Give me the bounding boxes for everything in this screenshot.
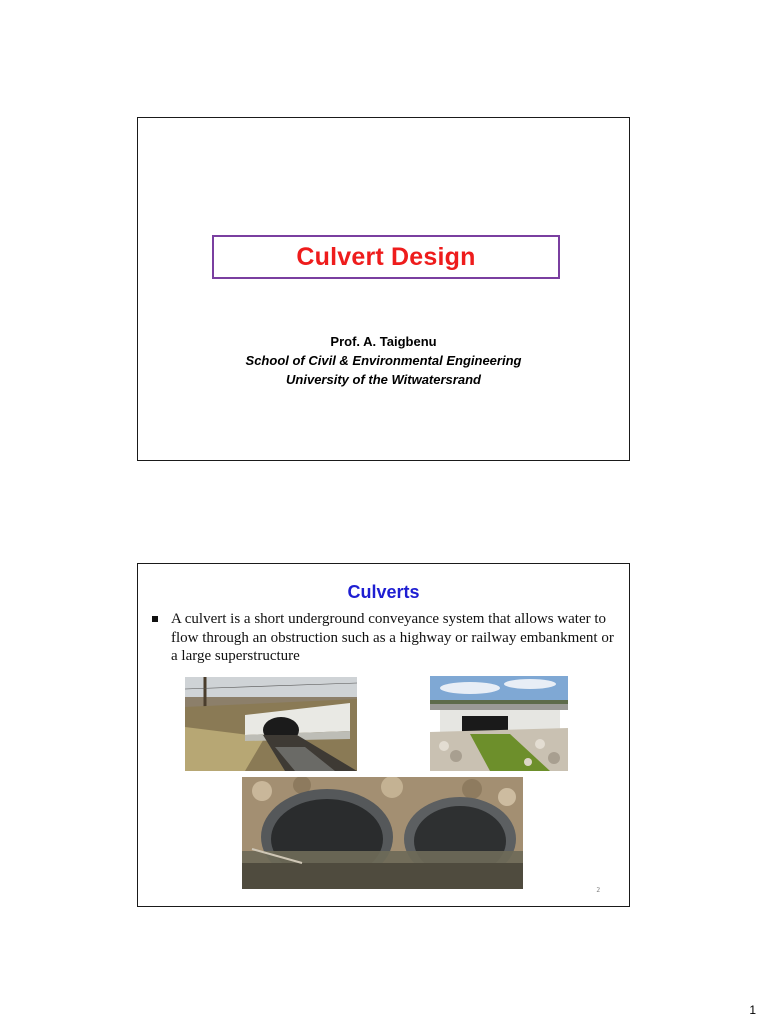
school-name: School of Civil & Environmental Engineering xyxy=(245,353,522,368)
author-block xyxy=(138,332,629,389)
page-number: 1 xyxy=(749,1003,756,1017)
culvert-photo-twin-pipes xyxy=(242,777,523,889)
slide-heading: Culverts xyxy=(347,582,420,602)
bullet-text: A culvert is a short underground conveyance system that allows water to flow through an obstruction such as a highway or railway embankment or a large superstructure xyxy=(171,611,614,664)
culvert-photo-road-crossing xyxy=(430,676,568,771)
square-bullet-icon xyxy=(152,616,158,622)
title-slide xyxy=(137,117,630,461)
slide-number: 2 xyxy=(596,886,600,894)
author-name: Prof. A. Taigbenu xyxy=(330,334,437,349)
bullet-item xyxy=(152,610,614,666)
culvert-photo-concrete-box xyxy=(185,677,357,771)
culverts-slide xyxy=(137,563,630,907)
slide-title: Culvert Design xyxy=(296,242,476,271)
university-name: University of the Witwatersrand xyxy=(286,372,481,387)
title-box xyxy=(212,235,560,279)
